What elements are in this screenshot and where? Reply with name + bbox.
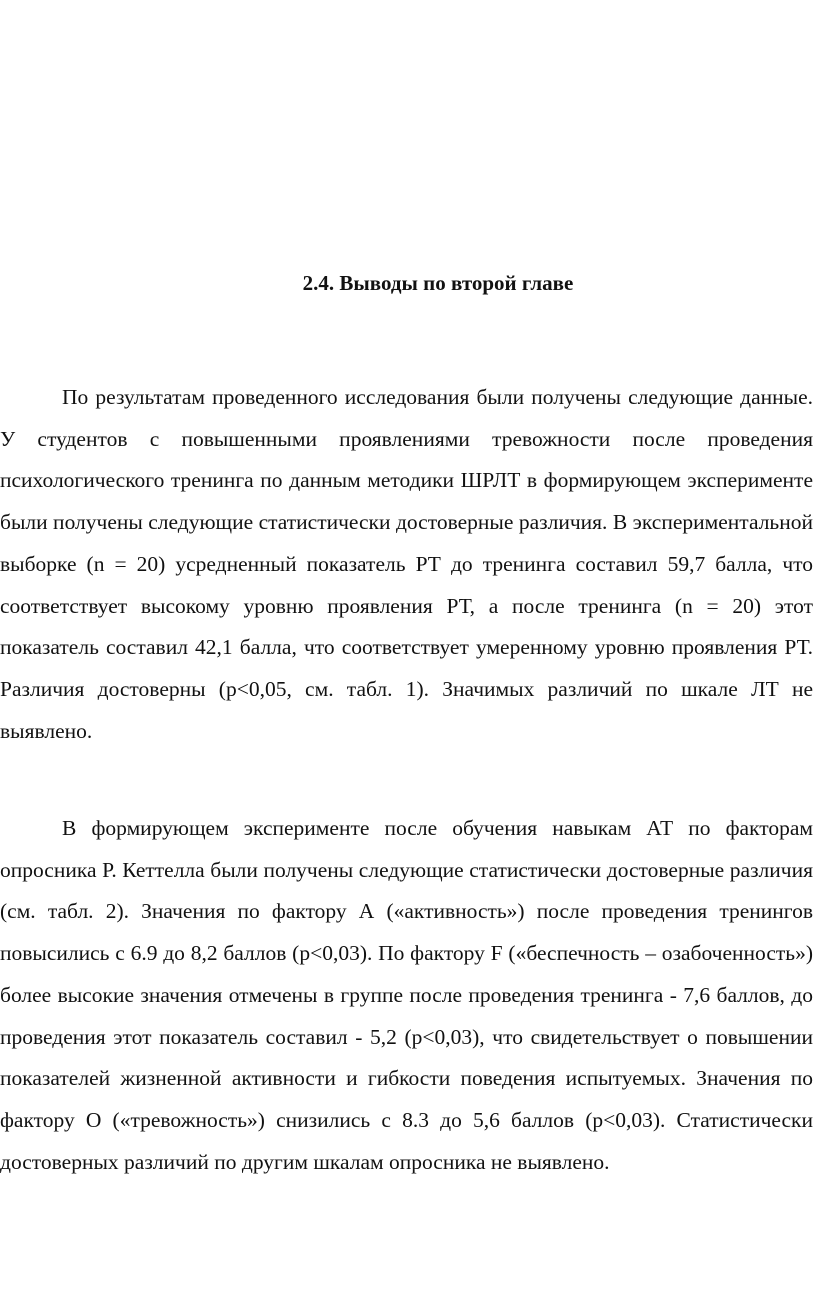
section-heading: 2.4. Выводы по второй главе	[302, 271, 574, 295]
paragraph-1: По результатам проведенного исследования были получены следующие данные. У студентов с повышенными проявлениями тревожности после проведения психологического тренинга по данным методики ШРЛТ в формирующем эксперименте были получены следующие статистически достоверные различия. В экспериментальной выборке (n = 20) усредненный показатель РТ до тренинга составил 59,7 балла, что соответствует высокому уровню проявления РТ, а после тренинга (n = 20) этот показатель составил 42,1 балла, что соответствует умеренному уровню проявления РТ. Различия достоверны (р<0,05, см. табл. 1). Значимых различий по шкале ЛТ не выявлено.	[0, 385, 813, 743]
paragraph-2: В формирующем эксперименте после обучения навыкам АТ по факторам опросника Р. Кеттелла были получены следующие статистически достоверные различия (см. табл. 2). Значения по фактору А («активность») после проведения тренингов повысились с 6.9 до 8,2 баллов (р<0,03). По фактору F («беспечность – озабоченность») более высокие значения отмечены в группе после проведения тренинга - 7,6 баллов, до проведения этот показатель составил - 5,2 (р<0,03), что свидетельствует о повышении показателей жизненной активности и гибкости поведения испытуемых. Значения по фактору О («тревожность») снизились с 8.3 до 5,6 баллов (р<0,03). Статистически достоверных различий по другим шкалам опросника не выявлено.	[0, 816, 813, 1174]
